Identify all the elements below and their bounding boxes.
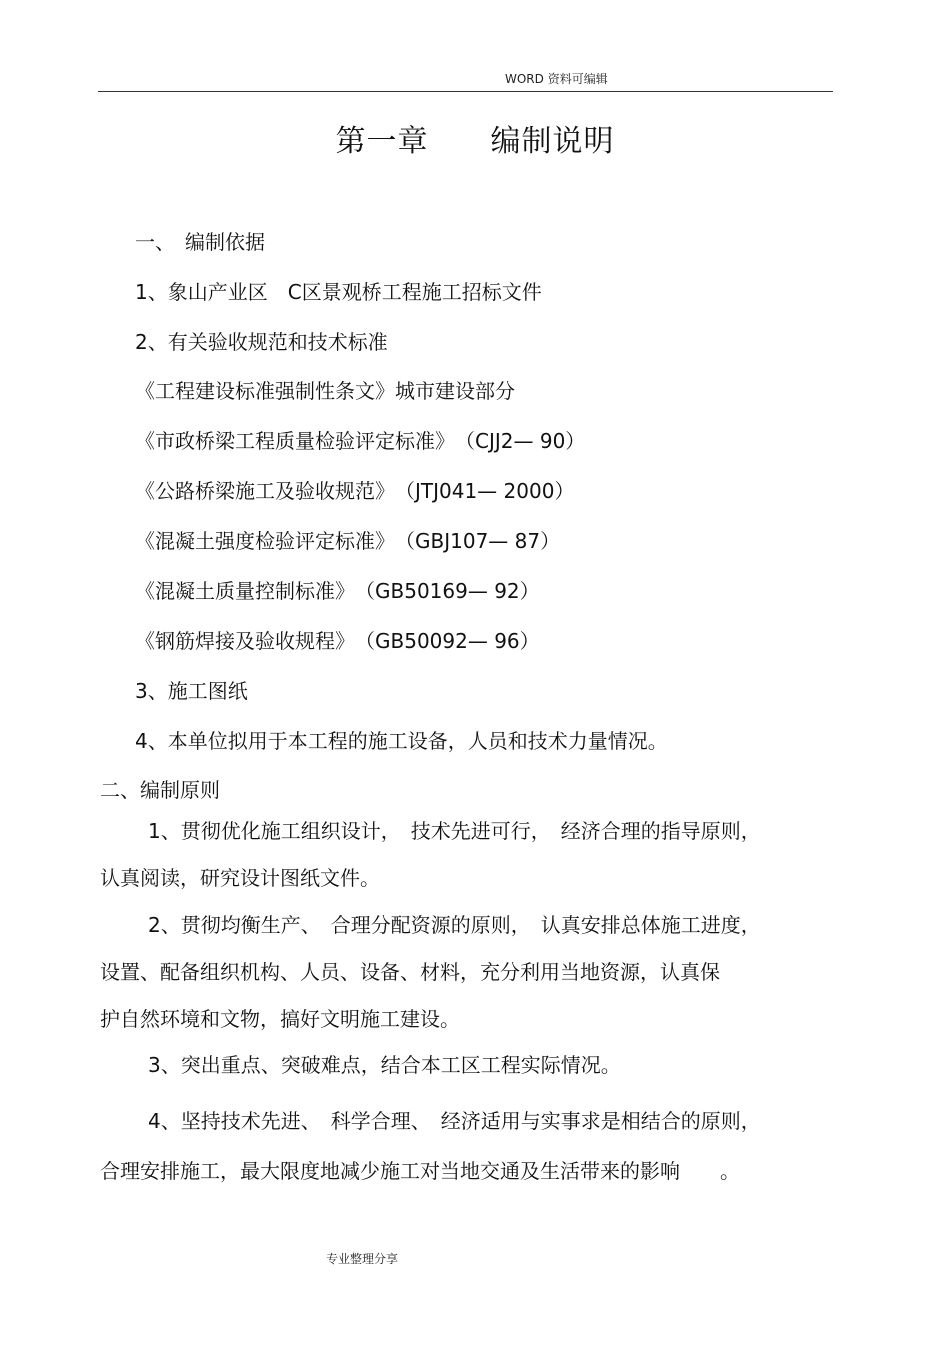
principle-1-line-1: 1、贯彻优化施工组织设计， 技术先进可行， 经济合理的指导原则，: [148, 819, 761, 843]
standard-item: 《混凝土质量控制标准》 （GB50169— 92）: [135, 579, 540, 603]
standard-item: 《钢筋焊接及验收规程》 （GB50092— 96）: [135, 629, 540, 653]
page-footer-label: 专业整理分享: [326, 1252, 399, 1266]
standard-item: 《混凝土强度检验评定标准》 （GBJ107— 87）: [135, 529, 561, 553]
section-heading-basis: 一、 编制依据: [135, 230, 265, 254]
chapter-title: 第一章 编制说明: [335, 124, 615, 159]
principle-1-line-2: 认真阅读，研究设计图纸文件。: [100, 866, 380, 890]
standard-item: 《公路桥梁施工及验收规范》 （JTJ041— 2000）: [135, 479, 575, 503]
principle-2-line-2: 设置、配备组织机构、人员、设备、材料，充分利用当地资源，认真保: [100, 960, 720, 984]
section-heading-principles: 二、编制原则: [100, 778, 220, 802]
basis-item-2: 2、有关验收规范和技术标准: [135, 330, 388, 354]
principle-2-line-3: 护自然环境和文物，搞好文明施工建设。: [100, 1007, 460, 1031]
page-header-label: WORD 资料可编辑: [505, 72, 608, 86]
principle-2-line-1: 2、贯彻均衡生产、 合理分配资源的原则， 认真安排总体施工进度，: [148, 913, 761, 937]
principle-4-line-2: 合理安排施工，最大限度地减少施工对当地交通及生活带来的影响 。: [100, 1159, 740, 1183]
principle-3: 3、突出重点、突破难点，结合本工区工程实际情况。: [148, 1053, 621, 1077]
standard-item: 《市政桥梁工程质量检验评定标准》 （CJJ2— 90）: [135, 429, 586, 453]
principle-4-line-1: 4、坚持技术先进、 科学合理、 经济适用与实事求是相结合的原则，: [148, 1109, 761, 1133]
basis-item-4: 4、本单位拟用于本工程的施工设备，人员和技术力量情况。: [135, 729, 668, 753]
basis-item-3: 3、施工图纸: [135, 679, 248, 703]
standard-item: 《工程建设标准强制性条文》城市建设部分: [135, 379, 515, 403]
basis-item-1: 1、象山产业区 C区景观桥工程施工招标文件: [135, 280, 542, 304]
header-divider: [98, 91, 833, 92]
